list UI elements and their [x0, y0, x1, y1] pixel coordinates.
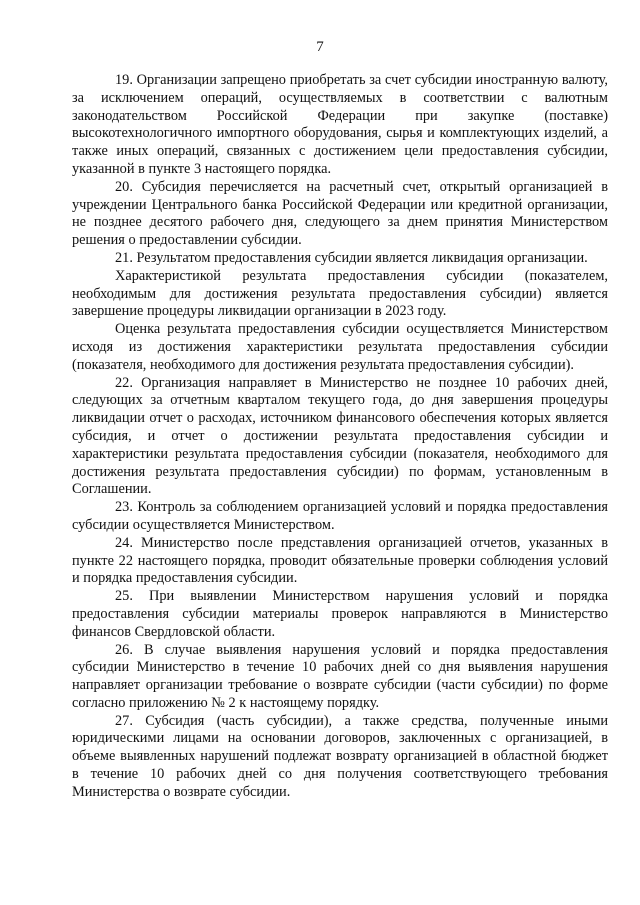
paragraph-21-characteristic: Характеристикой результата предоставления субсидии (показателем, необходимым для достижения результата предоставления субсидии) является завершение процедуры ликвидации организации в 2023 году.: [72, 267, 608, 320]
page-number: 7: [316, 39, 324, 55]
paragraph-21-evaluation: Оценка результата предоставления субсидии осуществляется Министерством исходя из достижения характеристики результата предоставления субсидии (показателя, необходимого для достижения результата предоставления субсидии).: [72, 321, 608, 373]
document-body: [72, 72, 608, 802]
paragraph-21: 21. Результатом предоставления субсидии является ликвидация организации.: [115, 249, 588, 266]
paragraph-23: 23. Контроль за соблюдением организацией условий и порядка предоставления субсидии осуществляется Министерством.: [72, 499, 608, 533]
paragraph-27: 27. Субсидия (часть субсидии), а также средства, полученные иными юридическими лицами на основании договоров, заключенных с организацией, в объеме выявленных нарушений подлежат возврату организацией в областной бюджет в течение 10 рабочих дней со дня получения соответствующего требования Министерства о возврате субсидии.: [72, 712, 608, 800]
paragraph-20: 20. Субсидия перечисляется на расчетный счет, открытый организацией в учреждении Центрального банка Российской Федерации или кредитной организации, не позднее десятого рабочего дня, следующего за днем принятия Министерством решения о предоставлении субсидии.: [72, 178, 608, 249]
paragraph-25: 25. При выявлении Министерством нарушения условий и порядка предоставления субсидии материалы проверок направляются в Министерство финансов Свердловской области.: [72, 588, 608, 640]
paragraph-22: 22. Организация направляет в Министерство не позднее 10 рабочих дней, следующих за отчетным кварталом текущего года, до дня завершения процедуры ликвидации отчет о расходах, источником финансового обеспечения которых является субсидия, и отчет о достижении результата предоставления субсидии и характеристики результата предоставления субсидии (показателя, необходимого для достижения результата предоставления субсидии) по формам, установленным в Соглашении.: [72, 374, 608, 498]
paragraph-24: 24. Министерство после представления организацией отчетов, указанных в пункте 22 настоящего порядка, проводит обязательные проверки соблюдения условий и порядка предоставления субсидии.: [72, 534, 608, 587]
paragraph-19: 19. Организации запрещено приобретать за счет субсидии иностранную валюту, за исключением операций, осуществляемых в соответствии с валютным законодательством Российской Федерации при закупке (поставке) высокотехнологичного импортного оборудования, сырья и комплектующих изделий, а также иных операций, связанных с достижением цели предоставления субсидии, указанной в пункте 3 настоящего порядка.: [72, 72, 608, 177]
paragraph-26: 26. В случае выявления нарушения условий и порядка предоставления субсидии Министерство в течение 10 рабочих дней со дня выявления нарушения направляет организации требование о возврате субсидии (части субсидии) по форме согласно приложению № 2 к настоящему порядку.: [72, 641, 608, 711]
